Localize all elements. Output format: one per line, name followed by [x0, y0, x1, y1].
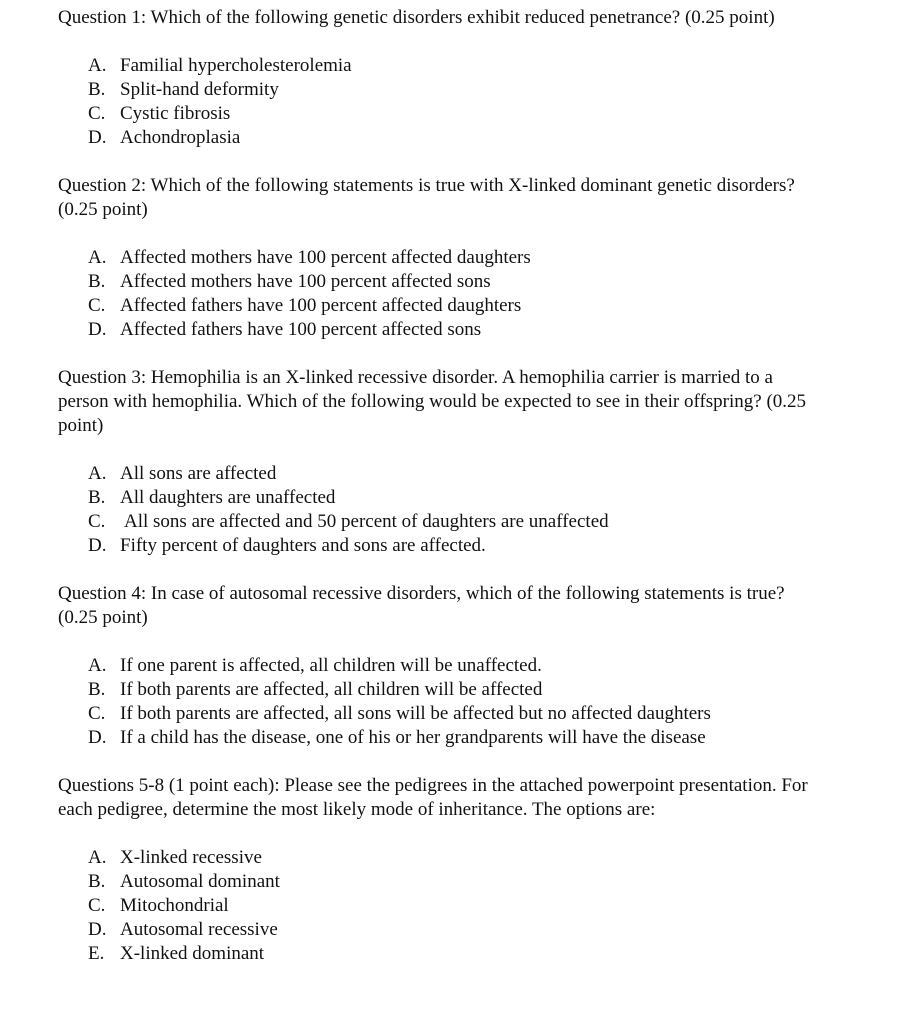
- option-list: [88, 246, 901, 342]
- option-text: All sons are affected and 50 percent of daughters are unaffected: [124, 511, 609, 532]
- option-text: Autosomal dominant: [120, 871, 280, 892]
- option-text: X-linked recessive: [120, 847, 262, 868]
- option-text: Affected fathers have 100 percent affected daughters: [120, 295, 522, 316]
- option-list: [88, 654, 901, 750]
- option-item: [88, 678, 901, 702]
- option-letter: B.: [88, 271, 106, 292]
- option-text: Achondroplasia: [120, 127, 241, 148]
- option-list: [88, 846, 901, 966]
- option-item: [88, 942, 901, 966]
- option-item: [88, 294, 901, 318]
- option-text: All sons are affected: [120, 463, 277, 484]
- option-item: [88, 534, 901, 558]
- option-letter: D.: [88, 127, 107, 148]
- option-text: All daughters are unaffected: [120, 487, 336, 508]
- question-text: Question 2: Which of the following statements is true with X-linked dominant genetic disorders? (0.25 point): [58, 175, 795, 220]
- option-letter: A.: [88, 463, 107, 484]
- option-letter: D.: [88, 727, 107, 748]
- option-item: [88, 78, 901, 102]
- option-letter: D.: [88, 319, 107, 340]
- option-letter: A.: [88, 55, 107, 76]
- option-text: If one parent is affected, all children will be unaffected.: [120, 655, 542, 676]
- option-text: If both parents are affected, all children will be affected: [120, 679, 543, 700]
- option-item: [88, 462, 901, 486]
- option-letter: A.: [88, 247, 107, 268]
- option-item: [88, 126, 901, 150]
- option-text: Mitochondrial: [120, 895, 229, 916]
- option-item: [88, 918, 901, 942]
- option-letter: A.: [88, 655, 107, 676]
- option-letter: C.: [88, 103, 106, 124]
- question-2: [58, 174, 901, 342]
- option-item: [88, 102, 901, 126]
- option-letter: B.: [88, 871, 106, 892]
- option-item: [88, 318, 901, 342]
- question-text: Question 1: Which of the following genetic disorders exhibit reduced penetrance? (0.25 point): [58, 7, 775, 28]
- option-item: [88, 246, 901, 270]
- option-item: [88, 270, 901, 294]
- question-1: [58, 6, 901, 150]
- question-4: [58, 582, 901, 750]
- option-text: Affected mothers have 100 percent affected daughters: [120, 247, 531, 268]
- option-letter: D.: [88, 535, 107, 556]
- option-item: [88, 726, 901, 750]
- question-text: Questions 5-8 (1 point each): Please see the pedigrees in the attached powerpoint presentation. For each pedigree, determine the most likely mode of inheritance. The options are:: [58, 775, 808, 820]
- option-item: [88, 486, 901, 510]
- option-list: [88, 462, 901, 558]
- option-text: If a child has the disease, one of his or her grandparents will have the disease: [120, 727, 706, 748]
- option-text: Cystic fibrosis: [120, 103, 231, 124]
- question-3: [58, 366, 901, 558]
- option-letter: C.: [88, 511, 106, 532]
- option-list: [88, 54, 901, 150]
- option-text: Familial hypercholesterolemia: [120, 55, 352, 76]
- option-text: Split-hand deformity: [120, 79, 279, 100]
- option-text: Fifty percent of daughters and sons are affected.: [120, 535, 486, 556]
- option-item: [88, 654, 901, 678]
- option-text: Affected mothers have 100 percent affected sons: [120, 271, 491, 292]
- option-letter: B.: [88, 679, 106, 700]
- option-text: Autosomal recessive: [120, 919, 278, 940]
- option-item: [88, 54, 901, 78]
- option-letter: C.: [88, 703, 106, 724]
- option-letter: A.: [88, 847, 107, 868]
- option-item: [88, 870, 901, 894]
- question-5-8: [58, 774, 901, 966]
- option-letter: B.: [88, 487, 106, 508]
- option-letter: C.: [88, 895, 106, 916]
- option-text: X-linked dominant: [120, 943, 265, 964]
- option-letter: D.: [88, 919, 107, 940]
- option-text: If both parents are affected, all sons will be affected but no affected daughters: [120, 703, 711, 724]
- option-letter: E.: [88, 943, 105, 964]
- option-item: [88, 510, 901, 534]
- option-text: Affected fathers have 100 percent affected sons: [120, 319, 482, 340]
- option-item: [88, 702, 901, 726]
- option-item: [88, 894, 901, 918]
- option-letter: C.: [88, 295, 106, 316]
- option-letter: B.: [88, 79, 106, 100]
- option-item: [88, 846, 901, 870]
- question-text: Question 4: In case of autosomal recessive disorders, which of the following statements is true? (0.25 point): [58, 583, 785, 628]
- question-text: Question 3: Hemophilia is an X-linked recessive disorder. A hemophilia carrier is married to a person with hemophilia. Which of the following would be expected to see in their offspring? (0.25 point): [58, 367, 807, 436]
